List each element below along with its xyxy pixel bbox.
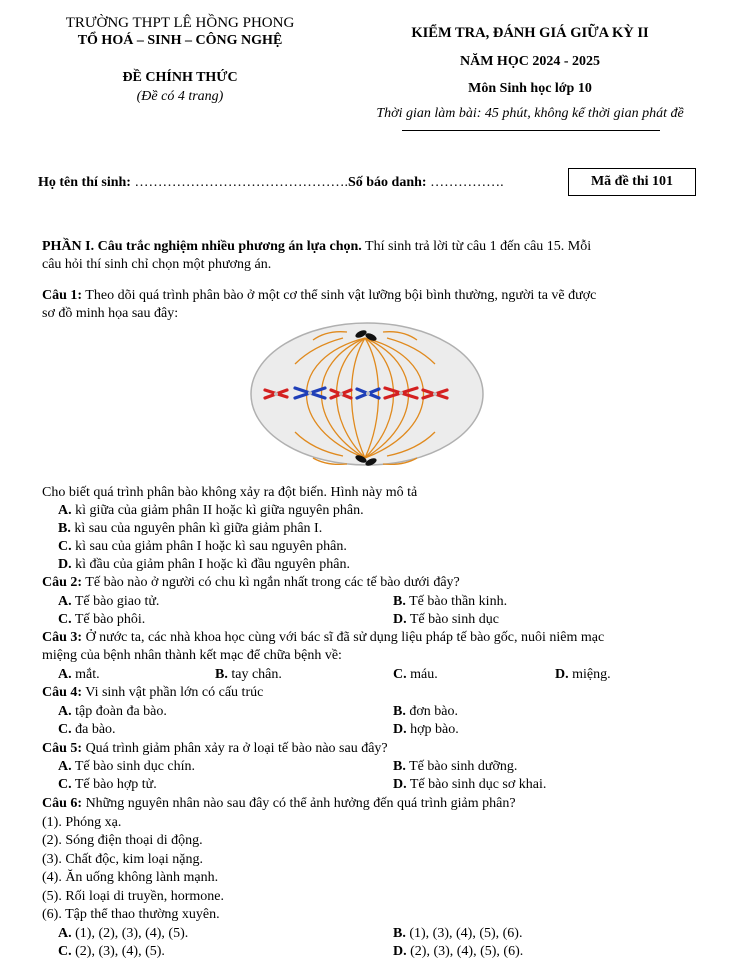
q1-option-c[interactable] xyxy=(58,538,347,555)
header-divider xyxy=(402,130,660,131)
q6-option-d[interactable] xyxy=(393,943,523,960)
q6-option-c-letter: C. xyxy=(58,944,72,959)
official-label: ĐỀ CHÍNH THỨC xyxy=(122,70,238,85)
q5-option-c[interactable] xyxy=(58,776,157,793)
q2-option-d-letter: D. xyxy=(393,612,407,627)
q5-option-c-letter: C. xyxy=(58,777,72,792)
q6-option-a-text: (1), (2), (3), (4), (5). xyxy=(71,926,189,941)
q1-option-a-letter: A. xyxy=(58,503,72,518)
exam-time: Thời gian làm bài: 45 phút, không kể thời gian phát đề xyxy=(376,106,684,121)
q3-text-2: miệng của bệnh nhân thành kết mạc để chữa bệnh về: xyxy=(42,648,342,663)
q3-option-a-text: mắt. xyxy=(71,667,100,682)
school-year: NĂM HỌC 2024 - 2025 xyxy=(460,54,600,69)
q2-option-b-text: Tế bào thần kinh. xyxy=(405,594,508,609)
q3-option-d-text: miệng. xyxy=(568,667,611,682)
q1-option-c-letter: C. xyxy=(58,539,72,554)
q4-option-a-letter: A. xyxy=(58,704,72,719)
candidate-name-label: Họ tên thí sinh: xyxy=(38,175,131,190)
q5-option-d-letter: D. xyxy=(393,777,407,792)
candidate-id-dots: ……………. xyxy=(426,175,504,190)
q5-option-a[interactable] xyxy=(58,758,195,775)
q5-option-d-text: Tế bào sinh dục sơ khai. xyxy=(406,777,547,792)
q6-item-3: (3). Chất độc, kim loại nặng. xyxy=(42,852,203,867)
q6-text: Những nguyên nhân nào sau đây có thể ảnh hưởng đến quá trình giảm phân? xyxy=(82,796,516,811)
part1-title: PHẦN I. Câu trắc nghiệm nhiều phương án lựa chọn. xyxy=(42,239,362,254)
q6-option-d-text: (2), (3), (4), (5), (6). xyxy=(406,944,524,959)
q1-label: Câu 1: xyxy=(42,288,83,303)
q5-option-a-text: Tế bào sinh dục chín. xyxy=(71,759,196,774)
q5-option-a-letter: A. xyxy=(58,759,72,774)
part1-instruction-line2: câu hỏi thí sinh chỉ chọn một phương án. xyxy=(42,257,272,272)
q3-option-c[interactable] xyxy=(393,666,438,683)
department-name: TỔ HOÁ – SINH – CÔNG NGHỆ xyxy=(77,33,283,48)
q2-option-c-letter: C. xyxy=(58,612,72,627)
q1-text-2: sơ đồ minh họa sau đây: xyxy=(42,306,179,321)
q2-option-a-text: Tế bào giao tử. xyxy=(71,594,160,609)
q6-option-b-text: (1), (3), (4), (5), (6). xyxy=(405,926,523,941)
q4-option-d[interactable] xyxy=(393,721,459,738)
q6-option-a[interactable] xyxy=(58,925,188,942)
q1-option-c-text: kì sau của giảm phân I hoặc kì sau nguyên phân. xyxy=(71,539,347,554)
q4-option-c[interactable] xyxy=(58,721,116,738)
q4-option-c-text: đa bào. xyxy=(71,722,116,737)
q2-text: Tế bào nào ở người có chu kì ngắn nhất trong các tế bào dưới đây? xyxy=(82,575,460,590)
q3-text-1: Ở nước ta, các nhà khoa học cùng với bác sĩ đã sử dụng liệu pháp tế bào gốc, nuôi niêm mạc xyxy=(82,630,605,645)
q3-option-b-letter: B. xyxy=(215,667,228,682)
q4-option-a-text: tập đoàn đa bào. xyxy=(71,704,167,719)
q6-label: Câu 6: xyxy=(42,796,83,811)
q1-option-d-letter: D. xyxy=(58,557,72,572)
question-2 xyxy=(42,574,702,591)
question-6 xyxy=(42,795,702,812)
q3-option-d-letter: D. xyxy=(555,667,569,682)
q2-label: Câu 2: xyxy=(42,575,83,590)
q4-option-d-letter: D. xyxy=(393,722,407,737)
q3-option-a[interactable] xyxy=(58,666,100,683)
question-5 xyxy=(42,740,702,757)
subject: Môn Sinh học lớp 10 xyxy=(468,81,592,96)
q1-after-text: Cho biết quá trình phân bào không xảy ra đột biến. Hình này mô tả xyxy=(42,485,418,500)
q4-option-b-letter: B. xyxy=(393,704,406,719)
q4-text: Vi sinh vật phần lớn có cấu trúc xyxy=(82,685,264,700)
q5-option-b-text: Tế bào sinh dưỡng. xyxy=(405,759,518,774)
school-name: TRƯỜNG THPT LÊ HỒNG PHONG xyxy=(65,15,295,31)
q4-option-c-letter: C. xyxy=(58,722,72,737)
q4-option-d-text: hợp bào. xyxy=(406,722,459,737)
q6-option-b[interactable] xyxy=(393,925,522,942)
q5-option-b-letter: B. xyxy=(393,759,406,774)
q2-option-a[interactable] xyxy=(58,593,159,610)
exam-code-box: Mã đề thi 101 xyxy=(568,168,696,196)
q6-option-c-text: (2), (3), (4), (5). xyxy=(71,944,165,959)
q3-option-a-letter: A. xyxy=(58,667,72,682)
q1-text-1: Theo dõi quá trình phân bào ở một cơ thể sinh vật lưỡng bội bình thường, người ta vẽ được xyxy=(82,288,597,303)
q4-option-b-text: đơn bào. xyxy=(405,704,458,719)
q4-option-b[interactable] xyxy=(393,703,458,720)
q6-item-6: (6). Tập thể thao thường xuyên. xyxy=(42,907,220,922)
candidate-row xyxy=(38,174,504,191)
q6-option-c[interactable] xyxy=(58,943,165,960)
q6-option-b-letter: B. xyxy=(393,926,406,941)
q6-item-2: (2). Sóng điện thoại di động. xyxy=(42,833,203,848)
candidate-name-dots: ………………………………………. xyxy=(130,175,348,190)
q2-option-d-text: Tế bào sinh dục xyxy=(406,612,499,627)
cell-division-diagram xyxy=(247,318,487,468)
q4-label: Câu 4: xyxy=(42,685,83,700)
q5-option-c-text: Tế bào hợp tử. xyxy=(71,777,157,792)
q1-option-b[interactable] xyxy=(58,520,322,537)
part1-instruction-1: Thí sinh trả lời từ câu 1 đến câu 15. Mỗi xyxy=(361,239,592,254)
question-4 xyxy=(42,684,702,701)
q6-item-5: (5). Rối loại di truyền, hormone. xyxy=(42,889,224,904)
q1-option-a[interactable] xyxy=(58,502,364,519)
q3-option-c-text: máu. xyxy=(406,667,438,682)
q6-item-1: (1). Phóng xạ. xyxy=(42,815,122,830)
page-count: (Đề có 4 trang) xyxy=(136,89,224,104)
q2-option-c[interactable] xyxy=(58,611,145,628)
q1-option-b-letter: B. xyxy=(58,521,71,536)
q3-option-b[interactable] xyxy=(215,666,282,683)
q5-text: Quá trình giảm phân xảy ra ở loại tế bào nào sau đây? xyxy=(82,741,388,756)
q3-option-b-text: tay chân. xyxy=(227,667,282,682)
q2-option-d[interactable] xyxy=(393,611,499,628)
q1-option-d[interactable] xyxy=(58,556,350,573)
q6-option-d-letter: D. xyxy=(393,944,407,959)
question-3 xyxy=(42,629,702,646)
q2-option-b[interactable] xyxy=(393,593,507,610)
question-1 xyxy=(42,287,702,304)
part1-instruction xyxy=(42,238,702,255)
q3-label: Câu 3: xyxy=(42,630,83,645)
q5-option-d[interactable] xyxy=(393,776,546,793)
q1-option-b-text: kì sau của nguyên phân kì giữa giảm phân I. xyxy=(70,521,323,536)
q2-option-a-letter: A. xyxy=(58,594,72,609)
q5-option-b[interactable] xyxy=(393,758,517,775)
q6-item-4: (4). Ăn uống không lành mạnh. xyxy=(42,870,219,885)
q2-option-b-letter: B. xyxy=(393,594,406,609)
q6-option-a-letter: A. xyxy=(58,926,72,941)
q3-option-c-letter: C. xyxy=(393,667,407,682)
q2-option-c-text: Tế bào phôi. xyxy=(71,612,146,627)
q4-option-a[interactable] xyxy=(58,703,167,720)
exam-title: KIỂM TRA, ĐÁNH GIÁ GIỮA KỲ II xyxy=(411,25,649,41)
candidate-id-label: Số báo danh: xyxy=(347,175,427,190)
q3-option-d[interactable] xyxy=(555,666,611,683)
q1-option-a-text: kì giữa của giảm phân II hoặc kì giữa nguyên phân. xyxy=(71,503,364,518)
q1-option-d-text: kì đầu của giảm phân I hoặc kì đầu nguyên phân. xyxy=(71,557,350,572)
q5-label: Câu 5: xyxy=(42,741,83,756)
